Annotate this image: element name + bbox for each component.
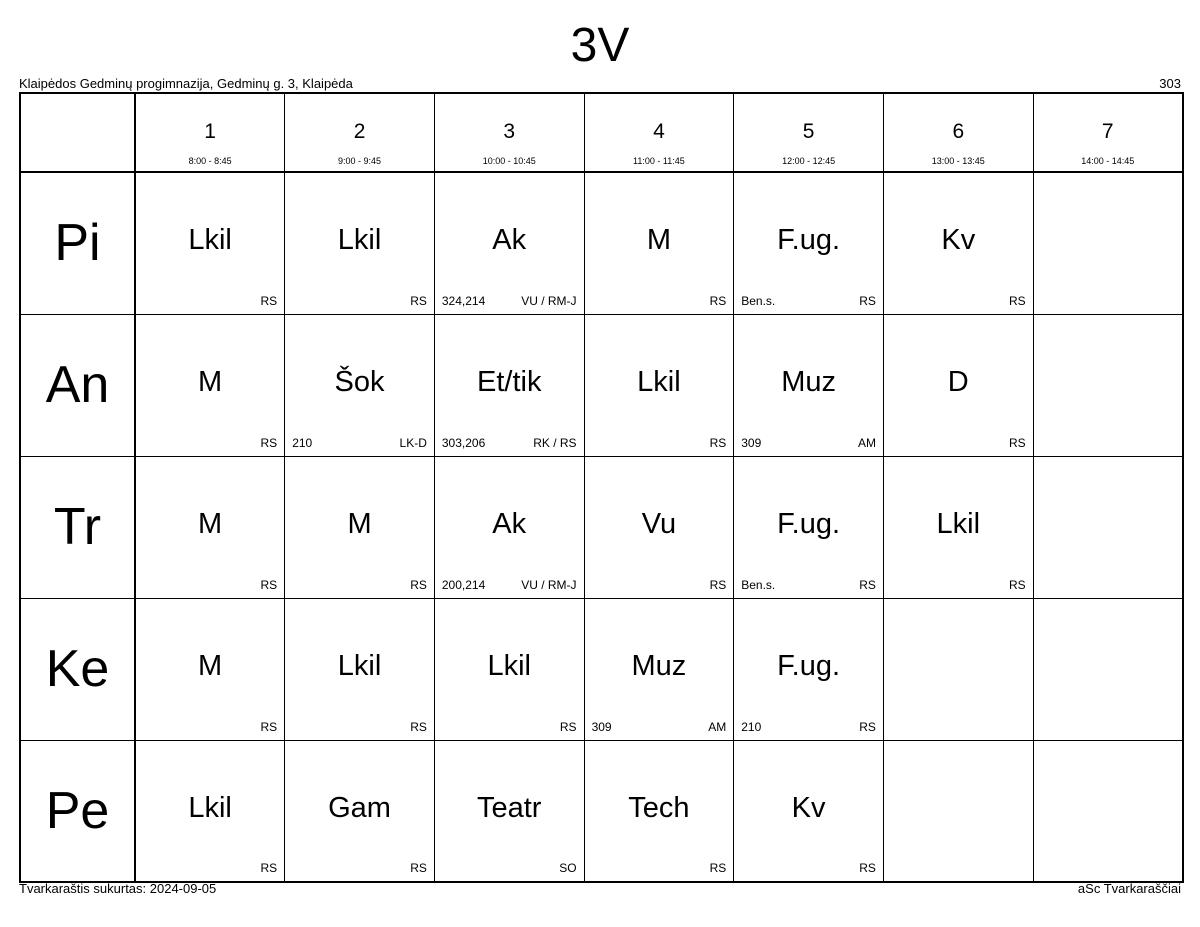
lesson-teacher: RS bbox=[1008, 435, 1026, 450]
day-name: Pe bbox=[20, 740, 135, 882]
lesson-teacher: RS bbox=[410, 293, 427, 308]
lesson-cell bbox=[734, 598, 884, 740]
period-time: 12:00 - 12:45 bbox=[782, 156, 836, 166]
day-row bbox=[20, 172, 1183, 314]
lesson-room: Ben.s. bbox=[741, 577, 776, 592]
day-row bbox=[20, 740, 1183, 882]
lesson-teacher: AM bbox=[708, 719, 727, 734]
lesson-cell bbox=[434, 314, 584, 456]
lesson-room: 200,214 bbox=[441, 577, 486, 592]
lesson-cell bbox=[135, 314, 285, 456]
period-number: 2 bbox=[353, 120, 366, 143]
lesson-room: Ben.s. bbox=[741, 293, 776, 308]
lesson-subject: Muz bbox=[781, 365, 836, 398]
lesson-cell bbox=[734, 172, 884, 314]
lesson-subject: M bbox=[646, 224, 671, 256]
lesson-cell bbox=[584, 456, 734, 598]
lesson-cell bbox=[135, 598, 285, 740]
period-header bbox=[285, 93, 435, 172]
lesson-teacher: RS bbox=[859, 719, 876, 734]
lesson-subject: Lkil bbox=[188, 791, 232, 824]
period-number: 4 bbox=[653, 120, 665, 143]
lesson-subject: M bbox=[198, 507, 223, 540]
lesson-teacher: RS bbox=[709, 861, 727, 875]
period-time: 8:00 - 8:45 bbox=[188, 156, 232, 166]
lesson-subject: Kv bbox=[791, 791, 826, 824]
lesson-subject: Lkil bbox=[637, 365, 681, 398]
lesson-subject: Kv bbox=[941, 224, 976, 256]
period-number: 6 bbox=[952, 120, 965, 143]
lesson-subject: F.ug. bbox=[777, 224, 841, 256]
lesson-cell bbox=[285, 456, 435, 598]
empty-cell bbox=[1033, 598, 1183, 740]
lesson-cell bbox=[434, 598, 584, 740]
empty-cell bbox=[1033, 456, 1183, 598]
lesson-teacher: RS bbox=[1008, 577, 1026, 592]
lesson-subject: Muz bbox=[631, 649, 687, 682]
corner-cell bbox=[20, 93, 135, 172]
school-address: Klaipėdos Gedminų progimnazija, Gedminų g. 3, Klaipėda bbox=[19, 76, 353, 91]
lesson-subject: D bbox=[947, 365, 969, 398]
period-header bbox=[434, 93, 584, 172]
lesson-subject: Tech bbox=[628, 791, 690, 824]
lesson-subject: M bbox=[347, 507, 372, 540]
period-header bbox=[135, 93, 285, 172]
lesson-teacher: RS bbox=[709, 435, 727, 450]
lesson-cell bbox=[434, 172, 584, 314]
period-number: 5 bbox=[802, 120, 815, 143]
lesson-subject: F.ug. bbox=[777, 649, 841, 682]
day-name: Pi bbox=[20, 172, 135, 314]
lesson-cell bbox=[734, 314, 884, 456]
lesson-subject: Gam bbox=[328, 791, 391, 824]
lesson-teacher: RK / RS bbox=[533, 435, 577, 450]
empty-cell bbox=[1033, 172, 1183, 314]
timetable-grid bbox=[19, 92, 1184, 883]
lesson-teacher: RS bbox=[410, 861, 427, 875]
lesson-room: 309 bbox=[591, 719, 612, 734]
lesson-teacher: RS bbox=[260, 577, 278, 592]
period-time: 9:00 - 9:45 bbox=[338, 156, 382, 166]
lesson-subject: M bbox=[198, 649, 223, 682]
period-header-row bbox=[20, 93, 1183, 172]
lesson-teacher: VU / RM-J bbox=[521, 577, 577, 592]
lesson-teacher: SO bbox=[559, 861, 577, 875]
day-row bbox=[20, 598, 1183, 740]
period-time: 13:00 - 13:45 bbox=[931, 156, 985, 166]
lesson-teacher: RS bbox=[260, 435, 278, 450]
period-number: 1 bbox=[204, 120, 216, 143]
period-number: 7 bbox=[1101, 120, 1114, 143]
day-row bbox=[20, 314, 1183, 456]
lesson-room: 210 bbox=[741, 719, 762, 734]
lesson-cell bbox=[734, 740, 884, 882]
lesson-cell bbox=[285, 172, 435, 314]
lesson-cell bbox=[135, 456, 285, 598]
lesson-cell bbox=[734, 456, 884, 598]
brand-label: aSc Tvarkaraščiai bbox=[1077, 881, 1181, 896]
room-number: 303 bbox=[1159, 76, 1181, 91]
lesson-teacher: RS bbox=[1008, 293, 1026, 308]
lesson-room: 210 bbox=[292, 435, 313, 450]
period-time: 11:00 - 11:45 bbox=[633, 156, 685, 166]
lesson-cell bbox=[883, 314, 1033, 456]
lesson-room: 303,206 bbox=[441, 435, 486, 450]
empty-cell bbox=[883, 598, 1033, 740]
lesson-cell bbox=[883, 456, 1033, 598]
lesson-cell bbox=[135, 740, 285, 882]
timetable-title: 3V bbox=[570, 19, 630, 72]
lesson-subject: Et/tik bbox=[476, 365, 542, 398]
lesson-cell bbox=[285, 314, 435, 456]
lesson-cell bbox=[434, 456, 584, 598]
lesson-teacher: RS bbox=[859, 293, 876, 308]
lesson-cell bbox=[584, 314, 734, 456]
lesson-subject: Lkil bbox=[337, 649, 382, 682]
lesson-subject: Ak bbox=[492, 224, 527, 256]
lesson-teacher: RS bbox=[709, 293, 727, 308]
lesson-teacher: LK-D bbox=[399, 435, 427, 450]
lesson-room: 309 bbox=[741, 435, 762, 450]
lesson-subject: Šok bbox=[334, 365, 385, 398]
period-header bbox=[584, 93, 734, 172]
lesson-subject: F.ug. bbox=[777, 507, 841, 540]
lesson-teacher: RS bbox=[260, 293, 278, 308]
lesson-cell bbox=[285, 598, 435, 740]
lesson-teacher: VU / RM-J bbox=[521, 293, 577, 308]
period-time: 14:00 - 14:45 bbox=[1081, 156, 1135, 166]
day-name: Ke bbox=[20, 598, 135, 740]
lesson-teacher: RS bbox=[859, 577, 876, 592]
lesson-subject: Lkil bbox=[936, 507, 981, 540]
lesson-cell bbox=[883, 172, 1033, 314]
period-header bbox=[734, 93, 884, 172]
lesson-cell bbox=[135, 172, 285, 314]
created-date: Tvarkaraštis sukurtas: 2024-09-05 bbox=[19, 881, 217, 896]
day-name: Tr bbox=[20, 456, 135, 598]
lesson-teacher: RS bbox=[859, 861, 876, 875]
day-row bbox=[20, 456, 1183, 598]
lesson-subject: Ak bbox=[492, 507, 527, 540]
lesson-subject: Vu bbox=[641, 507, 677, 540]
period-header bbox=[883, 93, 1033, 172]
lesson-teacher: RS bbox=[559, 719, 577, 734]
period-time: 10:00 - 10:45 bbox=[482, 156, 536, 166]
lesson-cell bbox=[285, 740, 435, 882]
empty-cell bbox=[1033, 740, 1183, 882]
empty-cell bbox=[1033, 314, 1183, 456]
lesson-subject: Teatr bbox=[476, 791, 542, 824]
lesson-cell bbox=[434, 740, 584, 882]
lesson-teacher: RS bbox=[260, 861, 278, 875]
lesson-cell bbox=[584, 598, 734, 740]
lesson-cell bbox=[584, 172, 734, 314]
period-number: 3 bbox=[503, 120, 516, 143]
lesson-teacher: RS bbox=[410, 577, 427, 592]
lesson-cell bbox=[584, 740, 734, 882]
lesson-subject: Lkil bbox=[487, 649, 531, 682]
empty-cell bbox=[883, 740, 1033, 882]
lesson-subject: Lkil bbox=[188, 224, 232, 256]
lesson-subject: Lkil bbox=[337, 224, 382, 256]
lesson-room: 324,214 bbox=[441, 293, 486, 308]
period-header bbox=[1033, 93, 1183, 172]
lesson-teacher: AM bbox=[857, 435, 876, 450]
day-name: An bbox=[20, 314, 135, 456]
lesson-teacher: RS bbox=[709, 577, 727, 592]
lesson-teacher: RS bbox=[410, 719, 427, 734]
lesson-teacher: RS bbox=[260, 719, 278, 734]
lesson-subject: M bbox=[198, 365, 223, 398]
